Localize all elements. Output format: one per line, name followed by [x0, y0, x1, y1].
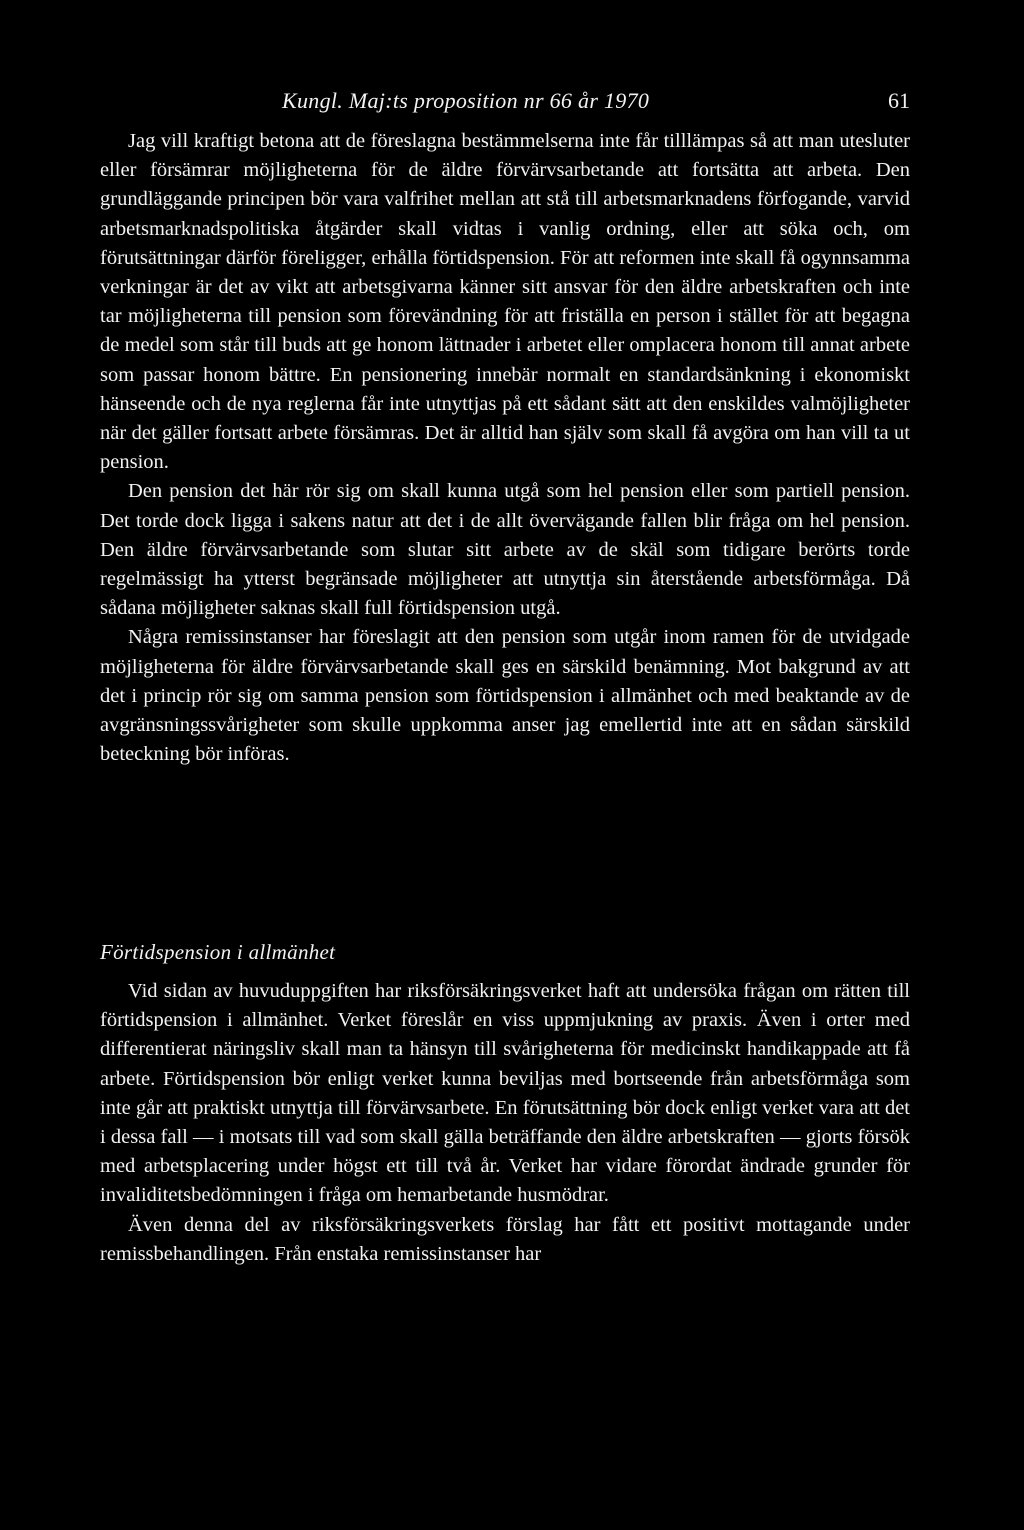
paragraph: Några remissinstanser har föreslagit att den pension som utgår inom ramen för de utvidgade möjligheterna för äldre förvärvsarbetande skall ges en särskild benämning. Mot bakgrund av att det i princip rör sig om samma pension som förtidspension i allmänhet och med beaktande av de avgränsningssvårigheter som skulle uppkomma anser jag emellertid inte att en sådan särskild beteckning bör införas.	[100, 626, 910, 766]
body-text-bottom	[100, 977, 910, 1269]
section-heading: Förtidspension i allmänhet	[100, 940, 336, 964]
body-text-top	[100, 127, 910, 769]
paragraph: Vid sidan av huvuduppgiften har riksförsäkringsverket haft att undersöka frågan om rätten till förtidspension i allmänhet. Verket föreslår en viss uppmjukning av praxis. Även i orter med differentierat näringsliv skall man ta hänsyn till svårigheterna för medicinskt handikappade att få arbete. Förtidspension bör enligt verket kunna beviljas med bortseende från arbetsförmåga som inte går att praktiskt utnyttja till förvärvsarbete. En förutsättning bör dock enligt verket vara att det i dessa fall — i motsats till vad som skall gälla beträffande den äldre arbetskraften — gjorts försök med arbetsplacering under högst ett till två år. Verket har vidare förordat ändrade grunder för invaliditetsbedömningen i fråga om hemarbetande husmödrar.	[100, 980, 910, 1207]
paragraph: Även denna del av riksförsäkringsverkets förslag har fått ett positivt mottagande under remissbehandlingen. Från enstaka remissinstanser har	[100, 1213, 910, 1265]
document-page	[100, 0, 910, 1530]
paragraph: Jag vill kraftigt betona att de föreslagna bestämmelserna inte får tilllämpas så att man utesluter eller försämrar möjligheterna för de äldre förvärvsarbetande att fortsätta att arbeta. Den grundläggande principen bör vara valfrihet mellan att stå till arbetsmarknadens förfogande, varvid arbetsmarknadspolitiska åtgärder skall vidtas i vanlig ordning, eller att söka och, om förutsättningar därför föreligger, erhålla förtidspension. För att reformen inte skall få ogynnsamma verkningar är det av vikt att arbetsgivarna känner sitt ansvar för den äldre arbetskraften och inte tar möjligheterna till pension som förevändning för att friställa en person i stället för att begagna de medel som står till buds att ge honom lättnader i arbetet eller omplacera honom till annat arbete som passar honom bättre. En pensionering innebär normalt en standardsänkning i ekonomiskt hänseende och de nya reglerna får inte utnyttjas på ett sådant sätt att den enskildes valmöjligheter när det gäller fortsatt arbete försämras. Det är alltid han själv som skall få avgöra om han vill ta ut pension.	[100, 130, 910, 474]
page-header	[100, 88, 910, 118]
running-title: Kungl. Maj:ts proposition nr 66 år 1970	[282, 88, 650, 113]
paragraph: Den pension det här rör sig om skall kunna utgå som hel pension eller som partiell pension. Det torde dock ligga i sakens natur att det i de allt övervägande fallen blir fråga om hel pension. Den äldre förvärvsarbetande som slutar sitt arbete av de skäl som tidigare berörts torde regelmässigt ha ytterst begränsade möjligheter att utnyttja sin återstående arbetsförmåga. Då sådana möjligheter saknas skall full förtidspension utgå.	[100, 480, 910, 620]
page-number: 61	[888, 88, 910, 113]
